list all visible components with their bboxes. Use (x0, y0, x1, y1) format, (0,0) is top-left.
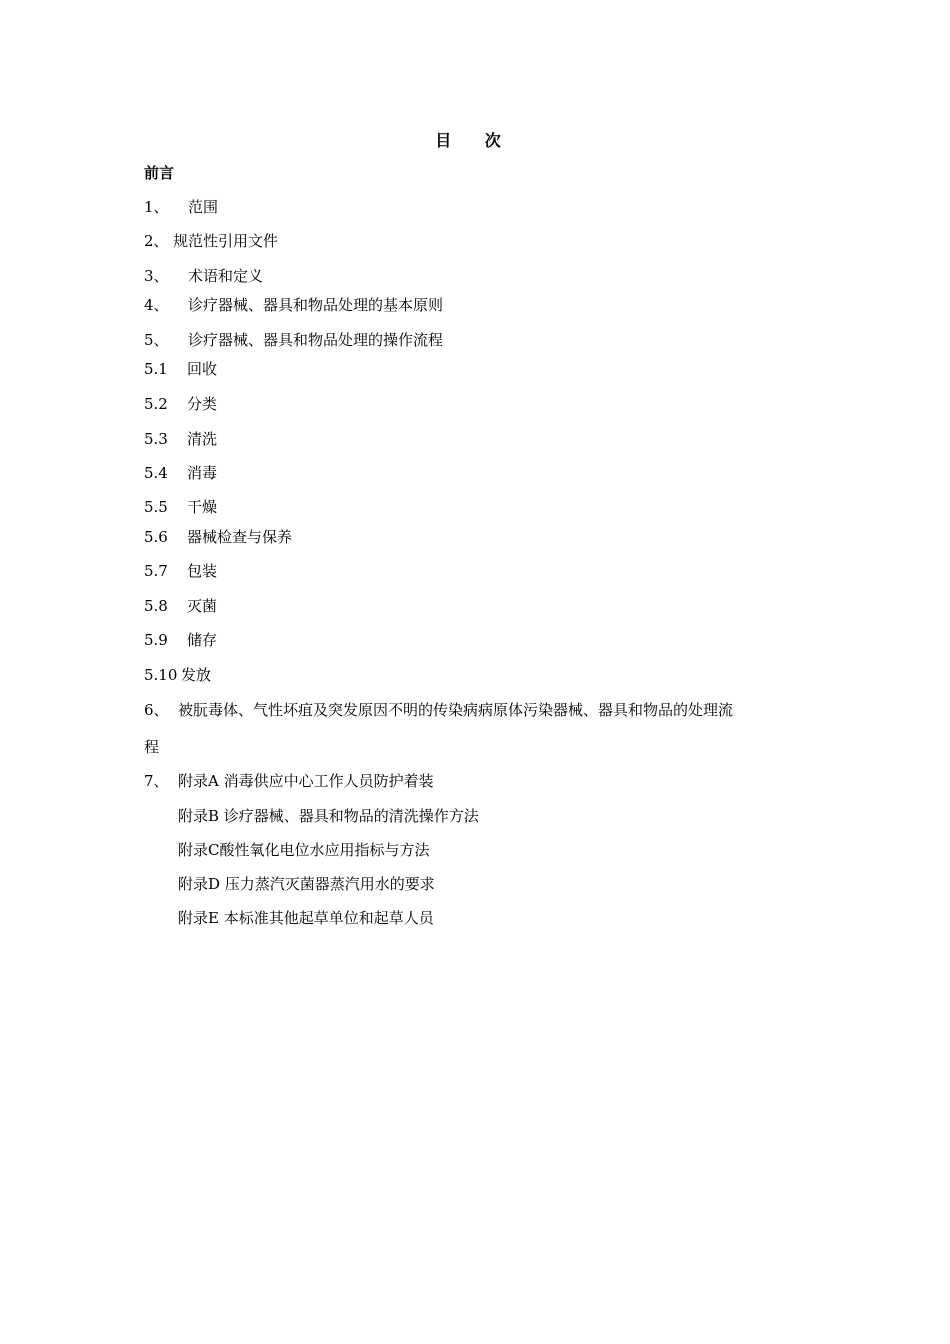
toc-entry-number: 5.3 (144, 430, 168, 448)
toc-entry-number: 2、 (144, 232, 169, 250)
toc-entry-number: 6、 (144, 701, 169, 719)
toc-entry-3 (144, 266, 263, 286)
toc-entry-1 (144, 197, 218, 217)
toc-entry-text: 灭菌 (187, 597, 218, 615)
toc-appendix-e (178, 908, 434, 928)
toc-entry-text: 发放 (181, 666, 212, 684)
toc-preface: 前言 (144, 164, 175, 182)
toc-entry-text: 诊疗器械、器具和物品处理的操作流程 (188, 331, 444, 349)
toc-entry-text: 消毒 (187, 464, 218, 482)
toc-entry-number: 5、 (144, 331, 169, 349)
toc-entry-5-3 (144, 429, 217, 449)
toc-entry-6 (144, 700, 733, 720)
toc-entry-text: 分类 (187, 395, 218, 413)
toc-entry-number: 5.2 (144, 395, 168, 413)
toc-entry-5-4 (144, 463, 217, 483)
toc-entry-text: 附录C酸性氧化电位水应用指标与方法 (178, 841, 430, 859)
toc-entry-number: 5.7 (144, 562, 168, 580)
toc-entry-number: 5.1 (144, 360, 168, 378)
toc-entry-text: 器械检查与保养 (187, 528, 293, 546)
toc-entry-text: 规范性引用文件 (173, 232, 279, 250)
toc-entry-6-continued (144, 737, 159, 757)
toc-entry-5-9 (144, 630, 217, 650)
toc-entry-5-6 (144, 527, 292, 547)
toc-entry-2 (144, 231, 278, 251)
toc-entry-text: 被朊毒体、气性坏疽及突发原因不明的传染病病原体污染器械、器具和物品的处理流 (178, 701, 734, 719)
toc-entry-text: 附录D 压力蒸汽灭菌器蒸汽用水的要求 (178, 875, 435, 893)
toc-entry-5 (144, 330, 443, 350)
toc-entry-text: 诊疗器械、器具和物品处理的基本原则 (188, 296, 444, 314)
toc-entry-number: 5.10 (144, 666, 178, 684)
toc-entry-text: 包装 (187, 562, 218, 580)
toc-entry-text: 干燥 (187, 498, 218, 516)
toc-appendix-d (178, 874, 435, 894)
toc-appendix-c (178, 840, 429, 860)
toc-entry-text: 清洗 (187, 430, 218, 448)
toc-entry-5-2 (144, 394, 217, 414)
toc-entry-number: 5.8 (144, 597, 168, 615)
toc-entry-number: 5.9 (144, 631, 168, 649)
toc-entry-text: 储存 (187, 631, 218, 649)
toc-entry-text: 附录A 消毒供应中心工作人员防护着装 (178, 772, 434, 790)
toc-appendix-b (178, 806, 479, 826)
toc-entry-4 (144, 295, 443, 315)
toc-entry-5-10 (144, 665, 211, 685)
toc-entry-5-8 (144, 596, 217, 616)
toc-entry-text: 范围 (188, 198, 219, 216)
toc-entry-text: 回收 (187, 360, 218, 378)
toc-entry-text: 附录E 本标准其他起草单位和起草人员 (178, 909, 434, 927)
toc-entry-number: 3、 (144, 267, 169, 285)
toc-entry-number: 7、 (144, 772, 169, 790)
toc-entry-text: 附录B 诊疗器械、器具和物品的清洗操作方法 (178, 807, 479, 825)
toc-entry-5-7 (144, 561, 217, 581)
toc-entry-number: 1、 (144, 198, 169, 216)
toc-entry-number: 5.4 (144, 464, 168, 482)
toc-entry-number: 4、 (144, 296, 169, 314)
toc-entry-number: 5.5 (144, 498, 168, 516)
toc-entry-7 (144, 771, 434, 791)
toc-entry-number: 5.6 (144, 528, 168, 546)
toc-entry-text: 术语和定义 (188, 267, 264, 285)
toc-entry-5-1 (144, 359, 217, 379)
toc-title: 目 次 (435, 131, 515, 150)
toc-entry-text: 程 (144, 738, 160, 756)
toc-entry-5-5 (144, 497, 217, 517)
